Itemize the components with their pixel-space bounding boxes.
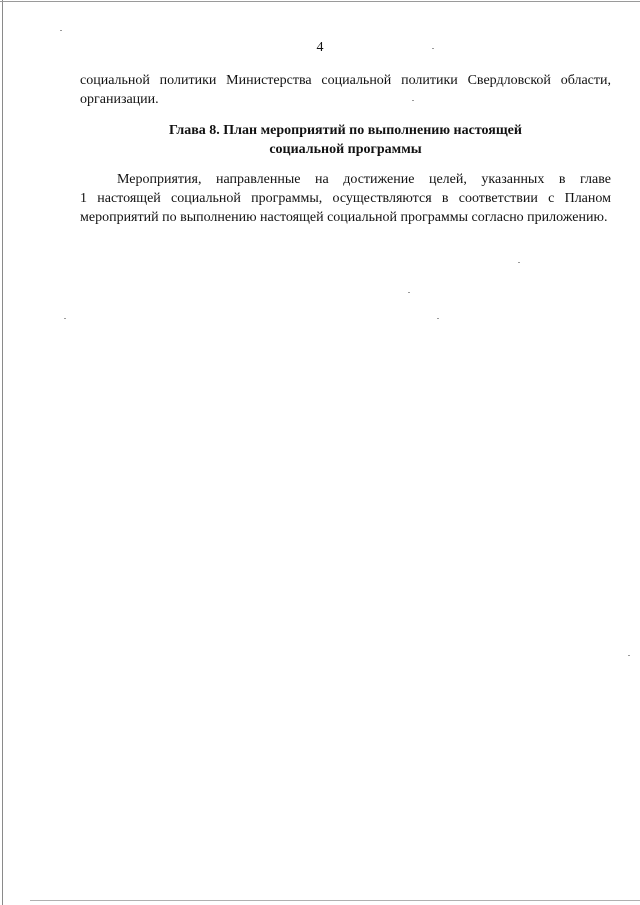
- heading-line: социальной программы: [269, 142, 422, 157]
- heading-line: Глава 8. План мероприятий по выполнению настоящей: [169, 123, 522, 138]
- scan-edge-top: [0, 1, 640, 2]
- scan-speck: [628, 655, 630, 656]
- paragraph-line: мероприятий по выполнению настоящей социальной программы согласно приложению.: [80, 210, 608, 225]
- scan-speck: [518, 262, 520, 263]
- scan-edge-left: [2, 0, 3, 905]
- paragraph-events: [80, 170, 611, 227]
- scan-speck: [432, 48, 434, 49]
- paragraph-continuation: [80, 71, 611, 109]
- paragraph-line: социальной политики Министерства социальной политики Свердловской области,: [80, 73, 611, 88]
- chapter-heading: [80, 121, 611, 159]
- scan-edge-bottom: [30, 900, 640, 901]
- paragraph-line: Мероприятия, направленные на достижение целей, указанных в главе: [117, 172, 611, 187]
- paragraph-line: организации.: [80, 92, 159, 107]
- page-number: 4: [316, 40, 324, 55]
- scan-speck: [64, 318, 66, 319]
- scan-speck: [60, 30, 62, 31]
- scan-speck: [412, 100, 414, 101]
- scan-speck: [408, 292, 410, 293]
- scan-speck: [437, 318, 439, 319]
- paragraph-line: 1 настоящей социальной программы, осуществляются в соответствии с Планом: [80, 191, 611, 206]
